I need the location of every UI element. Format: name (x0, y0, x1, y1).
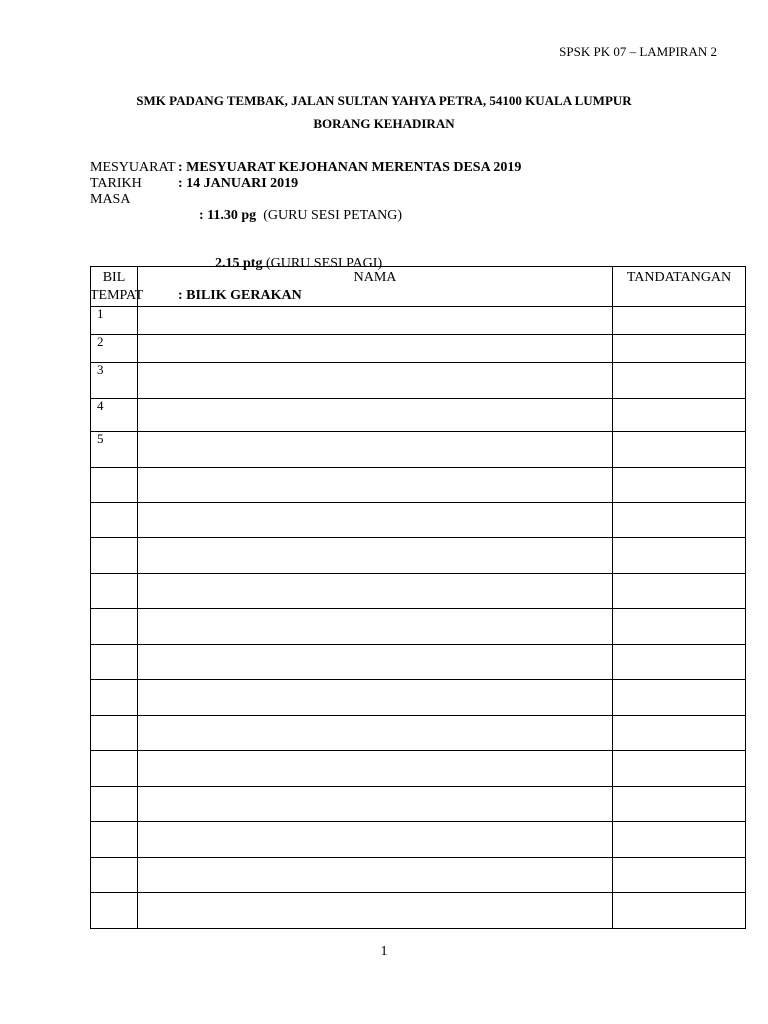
cell-tandatangan[interactable] (613, 822, 746, 858)
cell-nama[interactable] (138, 822, 613, 858)
attendance-table (90, 266, 746, 929)
table-row (91, 432, 746, 468)
cell-nama[interactable] (138, 645, 613, 680)
cell-tandatangan[interactable] (613, 680, 746, 716)
table-row (91, 538, 746, 574)
tarikh-value: : 14 JANUARI 2019 (178, 176, 299, 191)
table-row (91, 893, 746, 929)
table-row (91, 751, 746, 787)
form-title: BORANG KEHADIRAN (313, 116, 455, 131)
masa-note-1: (GURU SESI PETANG) (263, 208, 403, 223)
cell-tandatangan[interactable] (613, 858, 746, 893)
cell-tandatangan[interactable] (613, 716, 746, 751)
tarikh-label: TARIKH (90, 176, 142, 191)
cell-tandatangan[interactable] (613, 432, 746, 468)
cell-nama[interactable] (138, 468, 613, 503)
table-row (91, 363, 746, 399)
table-row (91, 822, 746, 858)
table-row (91, 716, 746, 751)
cell-bil (91, 787, 138, 822)
cell-tandatangan[interactable] (613, 468, 746, 503)
cell-nama[interactable] (138, 716, 613, 751)
table-row (91, 399, 746, 432)
table-row (91, 609, 746, 645)
cell-nama[interactable] (138, 609, 613, 645)
cell-bil (91, 680, 138, 716)
cell-bil: 2 (91, 335, 138, 363)
cell-nama[interactable] (138, 432, 613, 468)
cell-nama[interactable] (138, 858, 613, 893)
cell-tandatangan[interactable] (613, 399, 746, 432)
masa-time-1: : 11.30 pg (199, 208, 257, 223)
cell-nama[interactable] (138, 363, 613, 399)
cell-tandatangan[interactable] (613, 574, 746, 609)
cell-bil: 5 (91, 432, 138, 468)
cell-nama[interactable] (138, 335, 613, 363)
cell-nama[interactable] (138, 399, 613, 432)
table-row (91, 858, 746, 893)
table-row (91, 503, 746, 538)
cell-tandatangan[interactable] (613, 538, 746, 574)
cell-bil (91, 645, 138, 680)
cell-tandatangan[interactable] (613, 751, 746, 787)
masa-note-2: (GURU SESI PAGI) (265, 256, 383, 271)
cell-bil (91, 822, 138, 858)
cell-tandatangan[interactable] (613, 503, 746, 538)
cell-bil (91, 538, 138, 574)
cell-bil (91, 574, 138, 609)
masa-row (90, 192, 521, 240)
mesyuarat-row (90, 160, 521, 176)
table-row (91, 307, 746, 335)
tempat-value: : BILIK GERAKAN (178, 288, 302, 303)
cell-bil: 3 (91, 363, 138, 399)
cell-nama[interactable] (138, 307, 613, 335)
cell-bil (91, 893, 138, 929)
cell-tandatangan[interactable] (613, 787, 746, 822)
school-name: SMK PADANG TEMBAK, JALAN SULTAN YAHYA PETRA, 54100 KUALA LUMPUR (136, 93, 632, 108)
cell-tandatangan[interactable] (613, 645, 746, 680)
cell-nama[interactable] (138, 574, 613, 609)
table-row (91, 574, 746, 609)
column-header-bil: BIL (91, 267, 138, 307)
cell-bil (91, 609, 138, 645)
mesyuarat-value: : MESYUARAT KEJOHANAN MERENTAS DESA 2019 (178, 160, 522, 175)
cell-bil (91, 716, 138, 751)
table-row (91, 468, 746, 503)
table-row (91, 787, 746, 822)
cell-tandatangan[interactable] (613, 363, 746, 399)
cell-tandatangan[interactable] (613, 307, 746, 335)
cell-bil: 1 (91, 307, 138, 335)
column-header-tandatangan: TANDATANGAN (613, 267, 746, 307)
cell-tandatangan[interactable] (613, 335, 746, 363)
document-reference: SPSK PK 07 – LAMPIRAN 2 (559, 44, 717, 59)
cell-tandatangan[interactable] (613, 609, 746, 645)
table-row (91, 645, 746, 680)
table-row (91, 335, 746, 363)
page-number: 1 (380, 944, 388, 959)
tarikh-row (90, 176, 521, 192)
cell-nama[interactable] (138, 538, 613, 574)
mesyuarat-label: MESYUARAT (90, 160, 176, 175)
column-header-nama: NAMA (138, 267, 613, 307)
cell-bil (91, 468, 138, 503)
cell-nama[interactable] (138, 751, 613, 787)
cell-nama[interactable] (138, 680, 613, 716)
cell-nama[interactable] (138, 787, 613, 822)
tempat-label: TEMPAT (90, 288, 144, 303)
cell-bil (91, 751, 138, 787)
masa-time-2: 2.15 ptg (215, 256, 263, 271)
table-header-row (91, 267, 746, 307)
cell-tandatangan[interactable] (613, 893, 746, 929)
cell-nama[interactable] (138, 893, 613, 929)
cell-nama[interactable] (138, 503, 613, 538)
cell-bil (91, 858, 138, 893)
cell-bil (91, 503, 138, 538)
cell-bil: 4 (91, 399, 138, 432)
masa-label: MASA (90, 192, 131, 207)
table-row (91, 680, 746, 716)
